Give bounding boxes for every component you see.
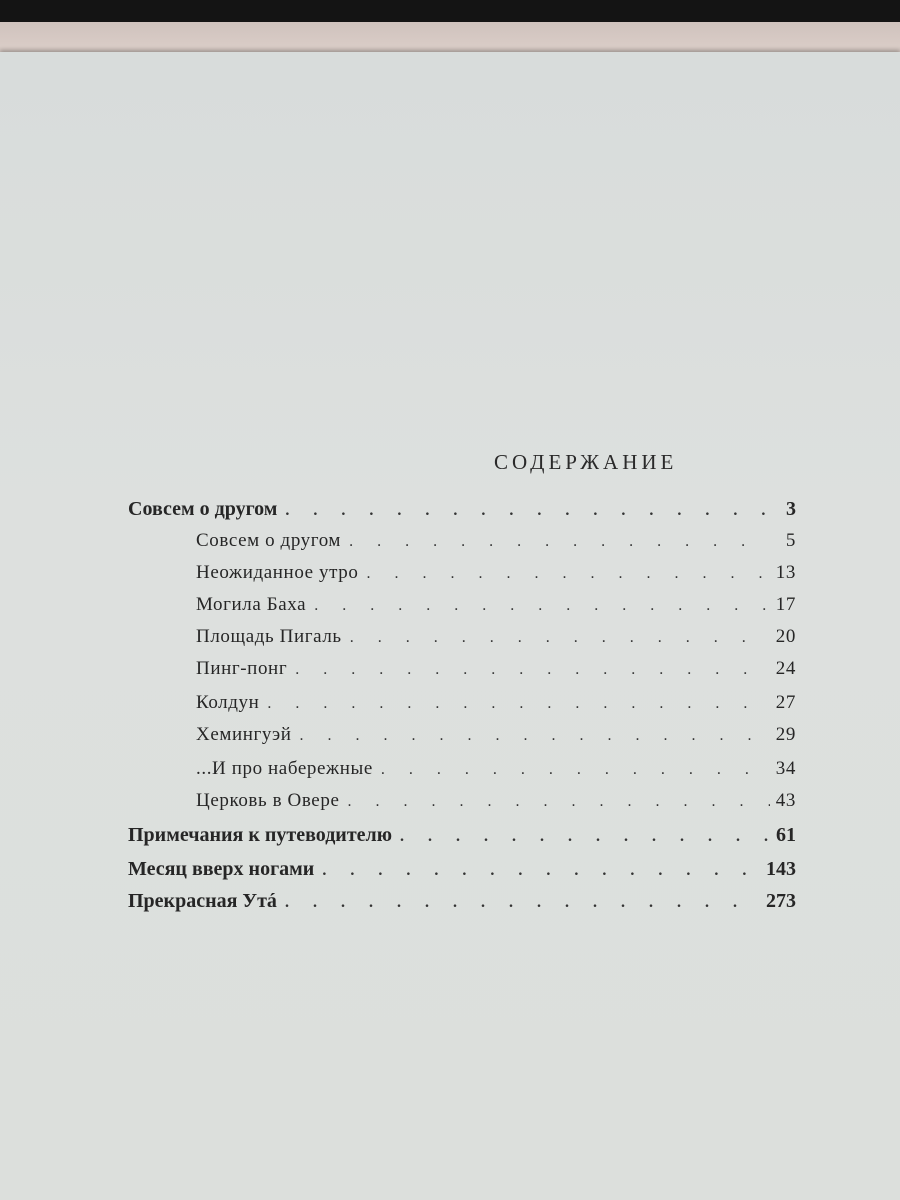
toc-leader-dots [347,793,769,811]
toc-entry [196,758,796,788]
toc-entry-label: Прекрасная Утá [128,890,277,912]
toc-entry-page: 24 [775,658,796,679]
book-page [0,52,900,1200]
toc-leader-dots [350,629,770,647]
toc-leader-dots [285,502,770,520]
toc-entry-label: Месяц вверх ногами [128,858,315,880]
toc-heading: СОДЕРЖАНИЕ [494,450,678,474]
toc-entry [128,498,796,528]
toc-leader-dots [267,695,769,713]
toc-entry [196,530,796,560]
toc-entry-page: 5 [785,530,796,551]
toc-entry-label: Колдун [196,692,260,713]
toc-leader-dots [322,862,760,880]
toc-entry-page: 13 [775,562,796,583]
toc-entry-label: ...И про набережные [196,758,373,779]
toc-entry [196,658,796,688]
toc-leader-dots [400,828,770,846]
toc-entry-page: 143 [766,858,796,880]
toc-entry-label: Церковь в Овере [196,790,340,811]
toc-leader-dots [300,727,770,745]
toc-entry [128,824,796,854]
toc-entry-page: 43 [775,790,796,811]
toc-leader-dots [349,533,770,551]
toc-entry-label: Совсем о другом [196,530,342,551]
toc-entry [196,594,796,624]
toc-entry-page: 20 [775,626,796,647]
toc-entry [196,724,796,754]
toc-entry-page: 61 [776,824,796,846]
toc-entry-page: 29 [775,724,796,745]
toc-entry-label: Хемингуэй [196,724,292,745]
toc-entry [196,790,796,820]
toc-leader-dots [366,565,769,583]
toc-entry-label: Пинг-понг [196,658,288,679]
toc-entry [196,562,796,592]
toc-leader-dots [314,597,770,615]
toc-entry [128,858,796,888]
toc-entry-label: Площадь Пигаль [196,626,342,647]
toc-entry-page: 3 [786,498,796,520]
toc-entry-label: Неожиданное утро [196,562,359,583]
toc-leader-dots [295,661,770,679]
toc-entry-page: 273 [766,890,796,912]
toc-entry-label: Совсем о другом [128,498,278,520]
toc-entry-label: Примечания к путеводителю [128,824,393,846]
toc-entry [196,692,796,722]
toc-entry-page: 27 [775,692,796,713]
toc-entry-page: 17 [775,594,796,615]
toc-entry-label: Могила Баха [196,594,307,615]
toc-entry [128,890,796,920]
toc-entry [196,626,796,656]
toc-entry-page: 34 [775,758,796,779]
toc-leader-dots [285,894,760,912]
toc-leader-dots [381,761,770,779]
